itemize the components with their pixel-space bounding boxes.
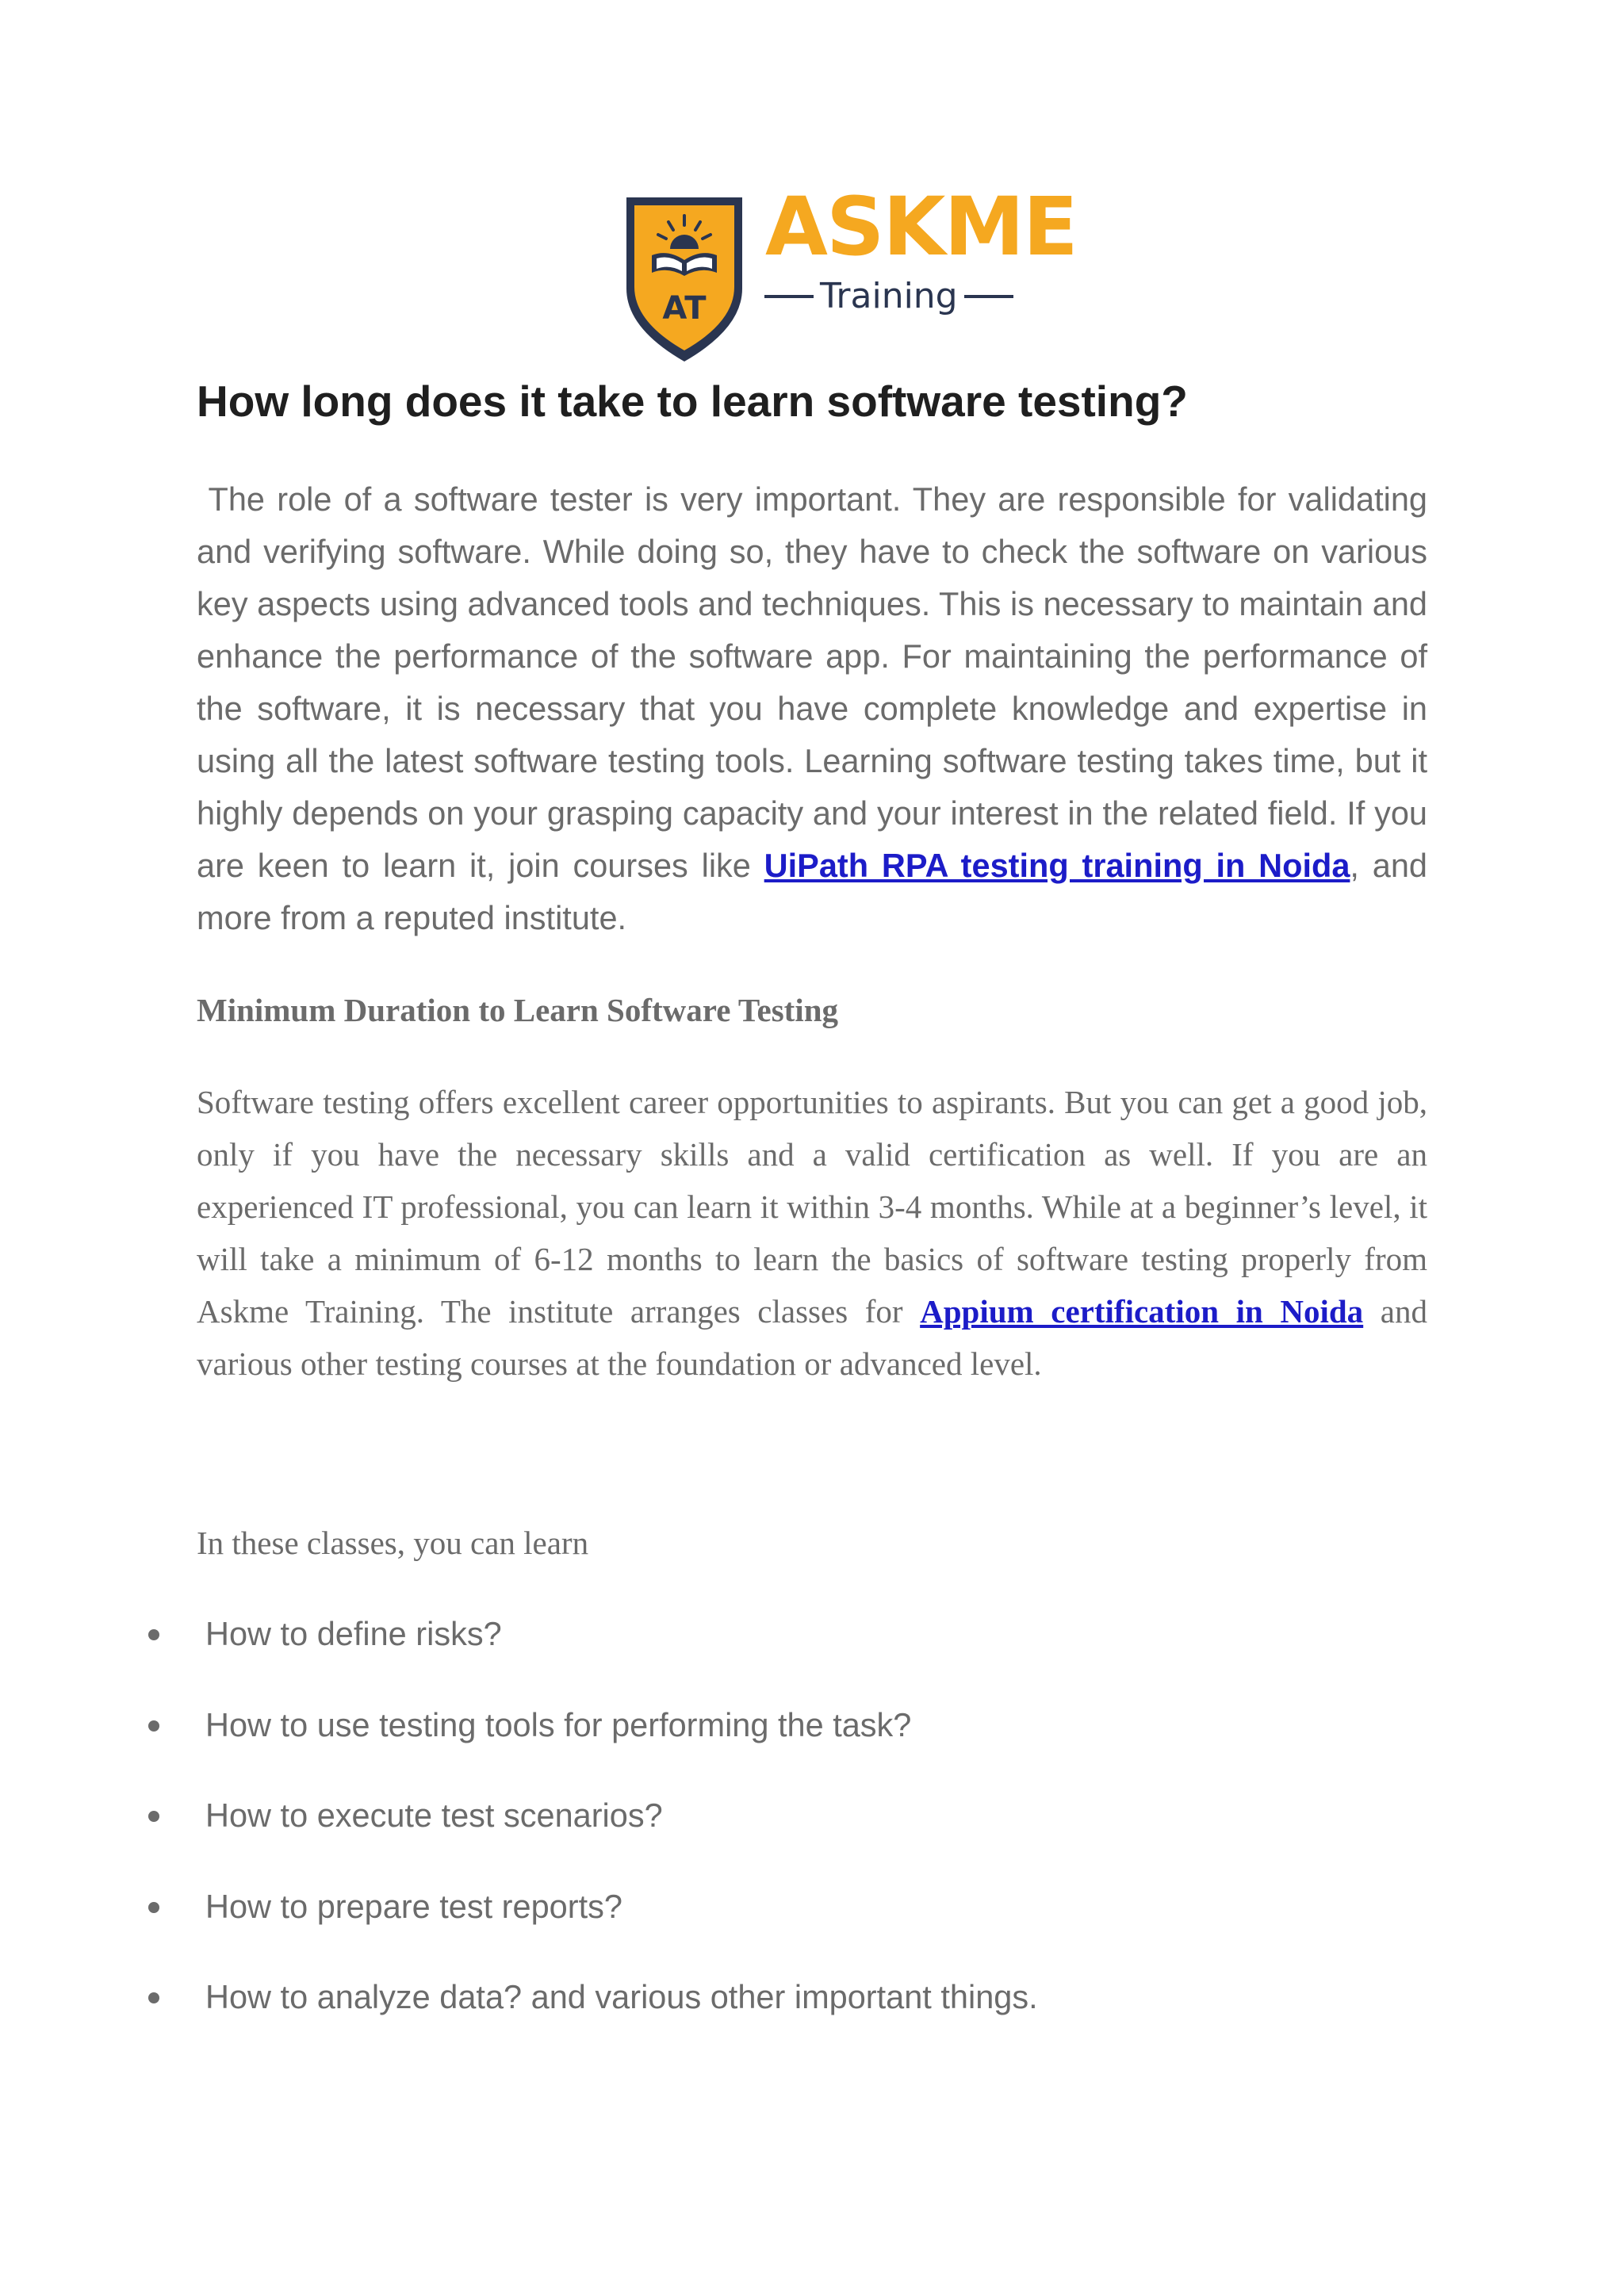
list-item-text: How to use testing tools for performing the task? — [205, 1705, 912, 1743]
duration-heading: Minimum Duration to Learn Software Testing — [197, 992, 839, 1028]
logo-brand-name: ASKME — [765, 180, 1077, 274]
learn-list — [0, 1609, 1624, 2064]
uipath-training-link[interactable]: UiPath RPA testing training in Noida — [764, 847, 1350, 884]
logo-tagline-row — [764, 273, 1002, 320]
list-item — [0, 1609, 1624, 1701]
list-item — [0, 1882, 1624, 1973]
intro-indent — [197, 480, 209, 518]
tagline-left-rule — [764, 295, 814, 298]
list-item-text: How to define risks? — [205, 1615, 502, 1652]
duration-text-before-link: Software testing offers excellent career opportunities to aspirants. But you can get a good job, only if you have the necessary skills and a valid certification as well. If you are an experienced IT professional, you can learn it within 3-4 months. While at a beginner’s level, it will take a minimum of 6-12 months to learn the basics of software testing properly from Askme Training. The institute arranges classes for — [197, 1084, 1427, 1330]
bullet-icon — [148, 1811, 159, 1822]
list-item-text: How to analyze data? and various other important things. — [205, 1978, 1038, 2015]
list-item — [0, 1791, 1624, 1882]
intro-text-before-link: The role of a software tester is very important. They are responsible for validating and verifying software. While doing so, they have to check the software on various key aspects using advanced tools and techniques. This is necessary to maintain and enhance the performance of the software app. For maintaining the performance of the software, it is necessary that you have complete knowledge and expertise in using all the latest software testing tools. Learning software testing takes time, but it highly depends on your grasping capacity and your interest in the related field. If you are keen to learn it, join courses like — [197, 480, 1428, 884]
page-title: How long does it take to learn software testing? — [197, 377, 1188, 426]
bullet-icon — [148, 1902, 159, 1913]
shield-logo-icon — [623, 193, 750, 364]
logo-tagline: Training — [820, 276, 958, 316]
intro-paragraph — [197, 473, 1427, 944]
intro-text-after-link: , and more from a reputed institute. — [197, 847, 1427, 936]
list-item-text: How to execute test scenarios? — [205, 1797, 663, 1834]
classes-intro: In these classes, you can learn — [197, 1525, 589, 1561]
list-item-text: How to prepare test reports? — [205, 1887, 622, 1925]
duration-text-after-link: and various other testing courses at the foundation or advanced level. — [197, 1293, 1427, 1382]
askme-training-logo — [623, 180, 1077, 364]
list-item — [0, 1973, 1624, 2064]
bullet-icon — [148, 1629, 159, 1640]
appium-certification-link[interactable]: Appium certification in Noida — [920, 1293, 1364, 1330]
logo-badge-text: AT — [662, 290, 707, 327]
tagline-right-rule — [964, 295, 1013, 298]
bullet-icon — [148, 1992, 159, 2003]
bullet-icon — [148, 1720, 159, 1732]
duration-paragraph — [197, 1076, 1427, 1390]
list-item — [0, 1701, 1624, 1792]
